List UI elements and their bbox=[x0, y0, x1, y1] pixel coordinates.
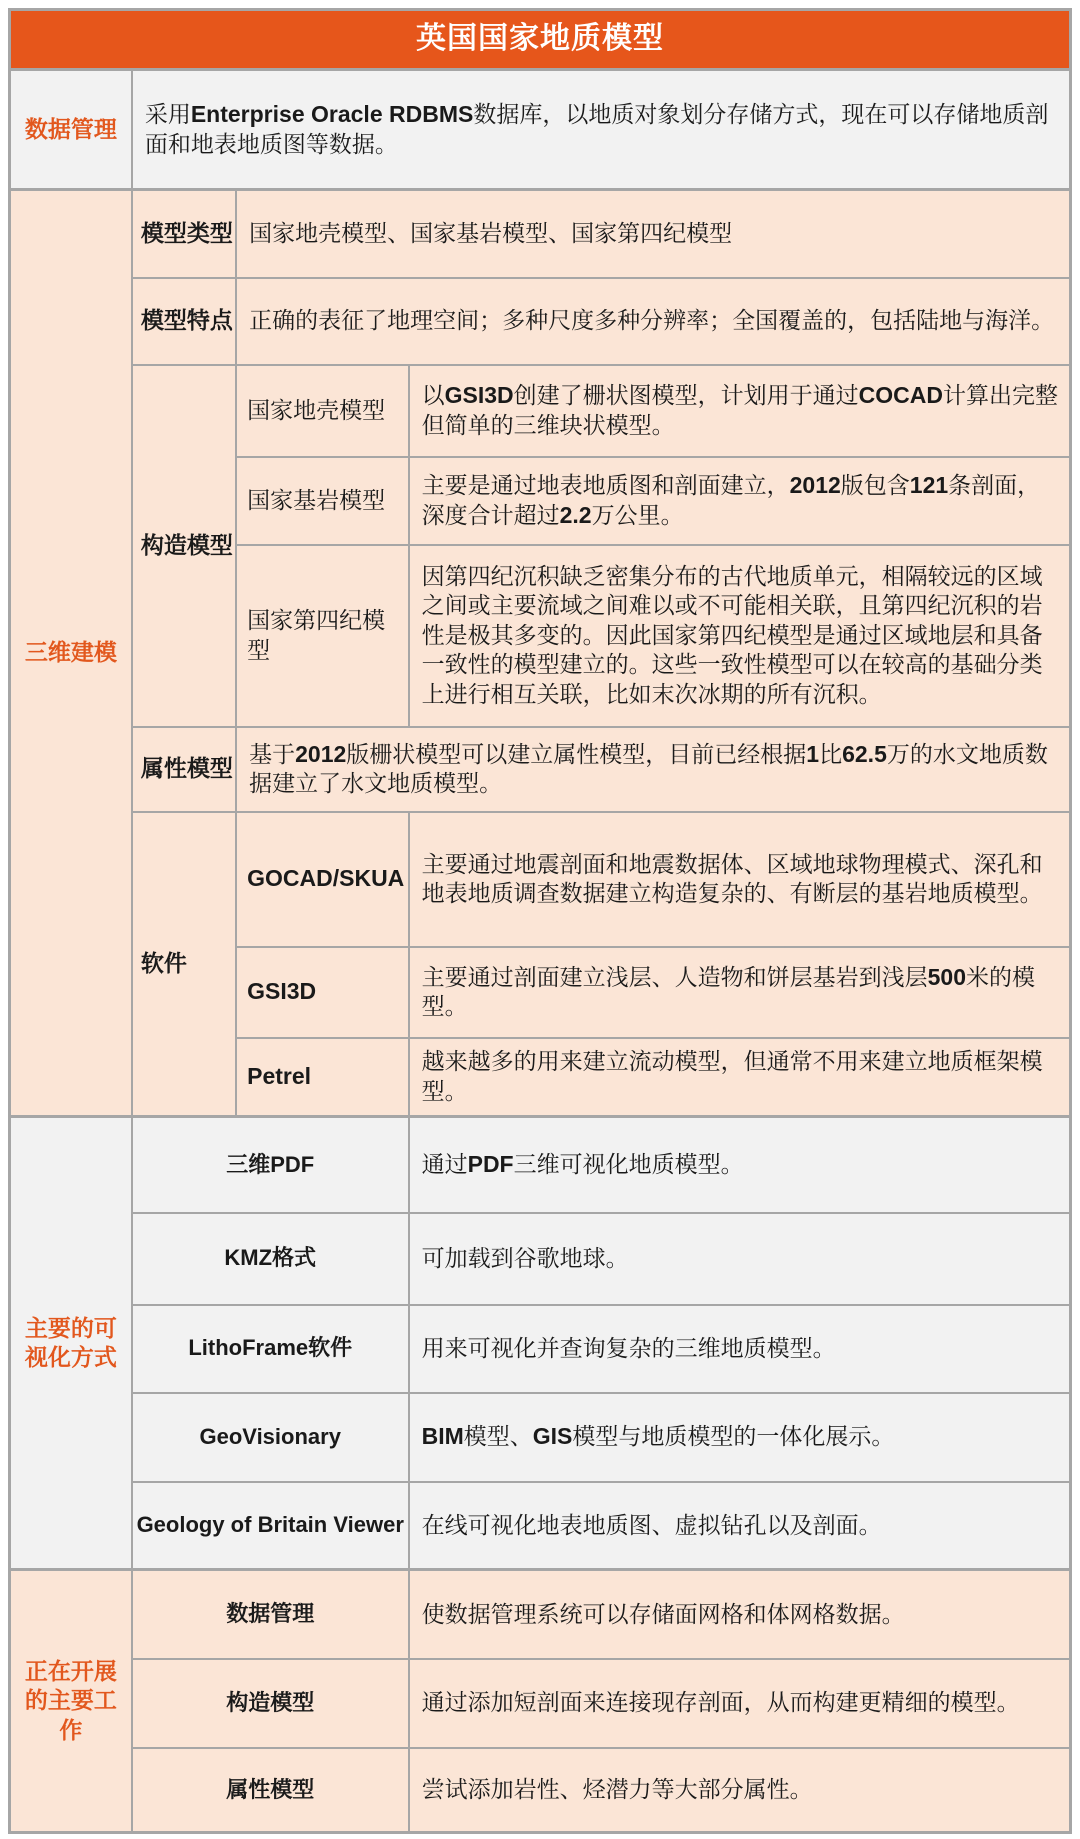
table-row bbox=[10, 1117, 1071, 1213]
viz-desc-3d-pdf: 通过PDF三维可视化地质模型。 bbox=[409, 1117, 1071, 1213]
ongoing-desc-property-model: 尝试添加岩性、烃潜力等大部分属性。 bbox=[409, 1748, 1071, 1833]
table-row bbox=[10, 1213, 1071, 1305]
table-row bbox=[10, 278, 1071, 365]
viz-desc-gob-viewer: 在线可视化地表地质图、虚拟钻孔以及剖面。 bbox=[409, 1482, 1071, 1570]
table-row bbox=[10, 812, 1071, 947]
table-row bbox=[10, 727, 1071, 812]
property-model-desc: 基于2012版栅状模型可以建立属性模型，目前已经根据1比62.5万的水文地质数据建立了水文地质模型。 bbox=[236, 727, 1070, 812]
ongoing-name-structural-model: 构造模型 bbox=[132, 1659, 409, 1748]
viz-name-geovisionary: GeoVisionary bbox=[132, 1393, 409, 1482]
software-name-gocad: GOCAD/SKUA bbox=[236, 812, 408, 947]
sub-label-software: 软件 bbox=[132, 812, 236, 1117]
software-desc-petrel: 越来越多的用来建立流动模型，但通常不用来建立地质框架模型。 bbox=[409, 1038, 1071, 1117]
ongoing-name-property-model: 属性模型 bbox=[132, 1748, 409, 1833]
software-name-gsi3d: GSI3D bbox=[236, 947, 408, 1038]
table-row bbox=[10, 1570, 1071, 1659]
sub-label-model-features: 模型特点 bbox=[132, 278, 236, 365]
page-title: 英国国家地质模型 bbox=[10, 10, 1071, 70]
model-desc-bedrock: 主要是通过地表地质图和剖面建立，2012版包含121条剖面，深度合计超过2.2万公里。 bbox=[409, 457, 1071, 545]
section-label-3d-modeling: 三维建模 bbox=[10, 190, 132, 1117]
software-desc-gocad: 主要通过地震剖面和地震数据体、区域地球物理模式、深孔和地表地质调查数据建立构造复杂的、有断层的基岩地质模型。 bbox=[409, 812, 1071, 947]
software-name-petrel: Petrel bbox=[236, 1038, 408, 1117]
section-label-visualization: 主要的可视化方式 bbox=[10, 1117, 132, 1570]
table-row bbox=[10, 1482, 1071, 1570]
sub-label-structural-model: 构造模型 bbox=[132, 365, 236, 727]
sub-label-property-model: 属性模型 bbox=[132, 727, 236, 812]
viz-name-3d-pdf: 三维PDF bbox=[132, 1117, 409, 1213]
table-row bbox=[10, 365, 1071, 457]
table-row bbox=[10, 1305, 1071, 1393]
table-row bbox=[10, 1748, 1071, 1833]
model-name-quaternary: 国家第四纪模型 bbox=[236, 545, 408, 727]
viz-desc-kmz: 可加载到谷歌地球。 bbox=[409, 1213, 1071, 1305]
section-label-ongoing-work: 正在开展的主要工作 bbox=[10, 1570, 132, 1833]
software-desc-gsi3d: 主要通过剖面建立浅层、人造物和饼层基岩到浅层500米的模型。 bbox=[409, 947, 1071, 1038]
data-management-desc: 采用Enterprise Oracle RDBMS数据库，以地质对象划分存储方式，现在可以存储地质剖面和地表地质图等数据。 bbox=[132, 70, 1071, 190]
model-desc-crust: 以GSI3D创建了栅状图模型，计划用于通过COCAD计算出完整但简单的三维块状模型。 bbox=[409, 365, 1071, 457]
table-row bbox=[10, 1393, 1071, 1482]
viz-name-gob-viewer: Geology of Britain Viewer bbox=[132, 1482, 409, 1570]
ongoing-desc-structural-model: 通过添加短剖面来连接现存剖面，从而构建更精细的模型。 bbox=[409, 1659, 1071, 1748]
ongoing-name-data-management: 数据管理 bbox=[132, 1570, 409, 1659]
viz-desc-lithoframe: 用来可视化并查询复杂的三维地质模型。 bbox=[409, 1305, 1071, 1393]
sub-label-model-type: 模型类型 bbox=[132, 190, 236, 278]
table-row bbox=[10, 1659, 1071, 1748]
model-desc-quaternary: 因第四纪沉积缺乏密集分布的古代地质单元，相隔较远的区域之间或主要流域之间难以或不可能相关联，且第四纪沉积的岩性是极其多变的。因此国家第四纪模型是通过区域地层和具备一致性的模型建立的。这些一致性模型可以在较高的基础分类上进行相互关联，比如末次冰期的所有沉积。 bbox=[409, 545, 1071, 727]
table-row bbox=[10, 10, 1071, 70]
viz-name-kmz: KMZ格式 bbox=[132, 1213, 409, 1305]
section-label-data-management: 数据管理 bbox=[10, 70, 132, 190]
model-name-bedrock: 国家基岩模型 bbox=[236, 457, 408, 545]
viz-desc-geovisionary: BIM模型、GIS模型与地质模型的一体化展示。 bbox=[409, 1393, 1071, 1482]
geology-model-table bbox=[8, 8, 1072, 1834]
model-type-desc: 国家地壳模型、国家基岩模型、国家第四纪模型 bbox=[236, 190, 1070, 278]
model-name-crust: 国家地壳模型 bbox=[236, 365, 408, 457]
table-row bbox=[10, 190, 1071, 278]
viz-name-lithoframe: LithoFrame软件 bbox=[132, 1305, 409, 1393]
table-row bbox=[10, 70, 1071, 190]
ongoing-desc-data-management: 使数据管理系统可以存储面网格和体网格数据。 bbox=[409, 1570, 1071, 1659]
model-features-desc: 正确的表征了地理空间；多种尺度多种分辨率；全国覆盖的，包括陆地与海洋。 bbox=[236, 278, 1070, 365]
